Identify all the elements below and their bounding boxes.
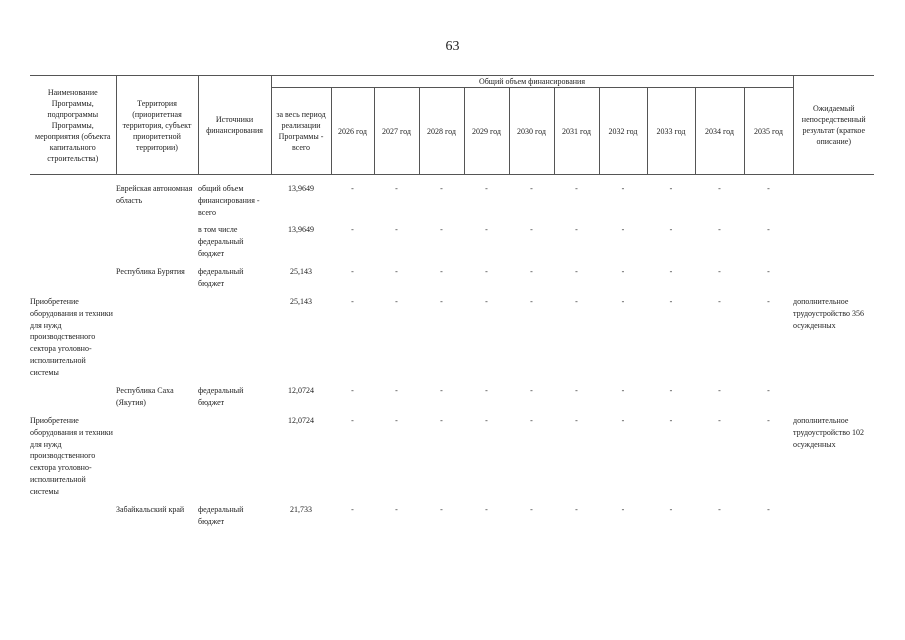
row-year-value: - [575, 267, 578, 276]
row-year-value: - [395, 184, 398, 193]
row-territory [116, 415, 198, 504]
row-year-value: - [485, 225, 488, 234]
row-name: Приобретение оборудования и техники для нужд производственного сектора уголовно-исполнительной системы [30, 297, 113, 377]
row-year-value: - [575, 225, 578, 234]
row-name [30, 385, 116, 415]
row-territory [116, 296, 198, 385]
row-territory [116, 224, 198, 266]
row-source: федеральный бюджет [198, 267, 244, 288]
table-row [30, 296, 874, 385]
row-year-value: - [767, 184, 770, 193]
row-source [198, 296, 271, 385]
row-source [198, 415, 271, 504]
table-row [30, 385, 874, 415]
row-year-value: - [767, 416, 770, 425]
table-row [30, 224, 874, 266]
row-year-value: - [718, 184, 721, 193]
row-year-value: - [621, 416, 625, 425]
row-source: общий объем финансирования - всего [198, 184, 260, 217]
header-year: 2027 год [374, 88, 419, 175]
row-total: 21,733 [290, 505, 312, 514]
table-row [30, 415, 874, 504]
row-name [30, 183, 116, 224]
row-result [793, 224, 874, 266]
row-total: 12,0724 [288, 416, 314, 425]
row-year-value: - [351, 416, 354, 425]
row-year-value: - [718, 505, 721, 514]
row-year-value: - [575, 184, 578, 193]
row-year-value: - [395, 225, 398, 234]
row-name [30, 266, 116, 296]
row-year-value: - [767, 225, 770, 234]
row-result [793, 385, 874, 415]
row-year-value: - [440, 267, 443, 276]
row-result: дополнительное трудоустройство 102 осужденных [793, 416, 864, 449]
table-row [30, 504, 874, 534]
table-row [30, 183, 874, 224]
row-year-value: - [530, 184, 533, 193]
row-year-value: - [575, 505, 578, 514]
row-year-value: - [440, 297, 443, 306]
table-row [30, 266, 874, 296]
header-year: 2028 год [419, 88, 464, 175]
row-year-value: - [485, 505, 488, 514]
row-total: 13,9649 [288, 184, 314, 193]
row-year-value: - [351, 386, 354, 395]
row-year-value: - [767, 386, 770, 395]
row-year-value: - [669, 225, 673, 234]
row-year-value: - [575, 386, 578, 395]
row-year-value: - [440, 184, 443, 193]
row-year-value: - [718, 267, 721, 276]
row-year-value: - [395, 416, 398, 425]
header-year: 2033 год [647, 88, 695, 175]
header-total: за весь период реализации Программы - всего [271, 88, 331, 175]
header-source: Источники финансирования [198, 76, 271, 175]
row-total: 12,0724 [288, 386, 314, 395]
header-territory: Территория (приоритетная территория, субъект приоритетной территории) [116, 76, 198, 175]
row-year-value: - [395, 297, 398, 306]
row-year-value: - [669, 267, 673, 276]
row-name [30, 504, 116, 534]
row-name: Приобретение оборудования и техники для нужд производственного сектора уголовно-исполнительной системы [30, 416, 113, 496]
row-year-value: - [530, 505, 533, 514]
row-total: 25,143 [290, 267, 312, 276]
row-year-value: - [669, 386, 673, 395]
row-total: 13,9649 [288, 225, 314, 234]
row-year-value: - [485, 267, 488, 276]
table-body [30, 183, 874, 534]
row-year-value: - [485, 386, 488, 395]
row-year-value: - [530, 225, 533, 234]
row-source: федеральный бюджет [198, 505, 244, 526]
table-header [30, 75, 874, 175]
row-year-value: - [440, 416, 443, 425]
header-year: 2029 год [464, 88, 509, 175]
row-year-value: - [395, 386, 398, 395]
row-year-value: - [767, 297, 770, 306]
row-result [793, 266, 874, 296]
row-year-value: - [575, 416, 578, 425]
row-year-value: - [718, 297, 721, 306]
row-year-value: - [351, 505, 354, 514]
row-territory: Республика Саха (Якутия) [116, 386, 174, 407]
row-result [793, 183, 874, 224]
row-year-value: - [351, 184, 354, 193]
row-year-value: - [440, 386, 443, 395]
row-year-value: - [669, 505, 673, 514]
row-year-value: - [767, 505, 770, 514]
row-territory: Еврейская автономная область [116, 184, 193, 205]
row-name [30, 224, 116, 266]
row-year-value: - [530, 416, 533, 425]
header-result: Ожидаемый непосредственный результат (краткое описание) [793, 76, 874, 175]
row-year-value: - [669, 297, 673, 306]
row-year-value: - [485, 297, 488, 306]
row-year-value: - [621, 297, 625, 306]
row-year-value: - [485, 416, 488, 425]
row-year-value: - [767, 267, 770, 276]
row-year-value: - [621, 225, 625, 234]
row-year-value: - [351, 225, 354, 234]
row-year-value: - [718, 416, 721, 425]
header-year: 2032 год [599, 88, 647, 175]
header-year: 2026 год [331, 88, 374, 175]
row-total: 25,143 [290, 297, 312, 306]
row-territory: Республика Бурятия [116, 267, 185, 276]
row-year-value: - [351, 267, 354, 276]
row-year-value: - [530, 386, 533, 395]
row-year-value: - [718, 386, 721, 395]
row-year-value: - [530, 267, 533, 276]
header-name: Наименование Программы, подпрограммы Программы, мероприятия (объекта капитального строительства) [30, 76, 116, 175]
row-result [793, 504, 874, 534]
header-year: 2035 год [744, 88, 793, 175]
row-source: в том числе федеральный бюджет [198, 225, 244, 258]
header-year: 2030 год [509, 88, 554, 175]
row-year-value: - [669, 184, 673, 193]
row-year-value: - [351, 297, 354, 306]
row-source: федеральный бюджет [198, 386, 244, 407]
row-year-value: - [440, 505, 443, 514]
row-year-value: - [621, 184, 625, 193]
row-year-value: - [395, 505, 398, 514]
row-result: дополнительное трудоустройство 356 осужденных [793, 297, 864, 330]
row-year-value: - [485, 184, 488, 193]
row-year-value: - [621, 386, 625, 395]
row-year-value: - [440, 225, 443, 234]
row-year-value: - [395, 267, 398, 276]
row-year-value: - [575, 297, 578, 306]
row-territory: Забайкальский край [116, 505, 185, 514]
row-year-value: - [718, 225, 721, 234]
page-number: 63 [445, 39, 460, 54]
row-year-value: - [621, 505, 625, 514]
row-year-value: - [669, 416, 673, 425]
header-year: 2031 год [554, 88, 599, 175]
row-year-value: - [530, 297, 533, 306]
header-year: 2034 год [695, 88, 744, 175]
header-financing-group: Общий объем финансирования [271, 76, 793, 88]
row-year-value: - [621, 267, 625, 276]
